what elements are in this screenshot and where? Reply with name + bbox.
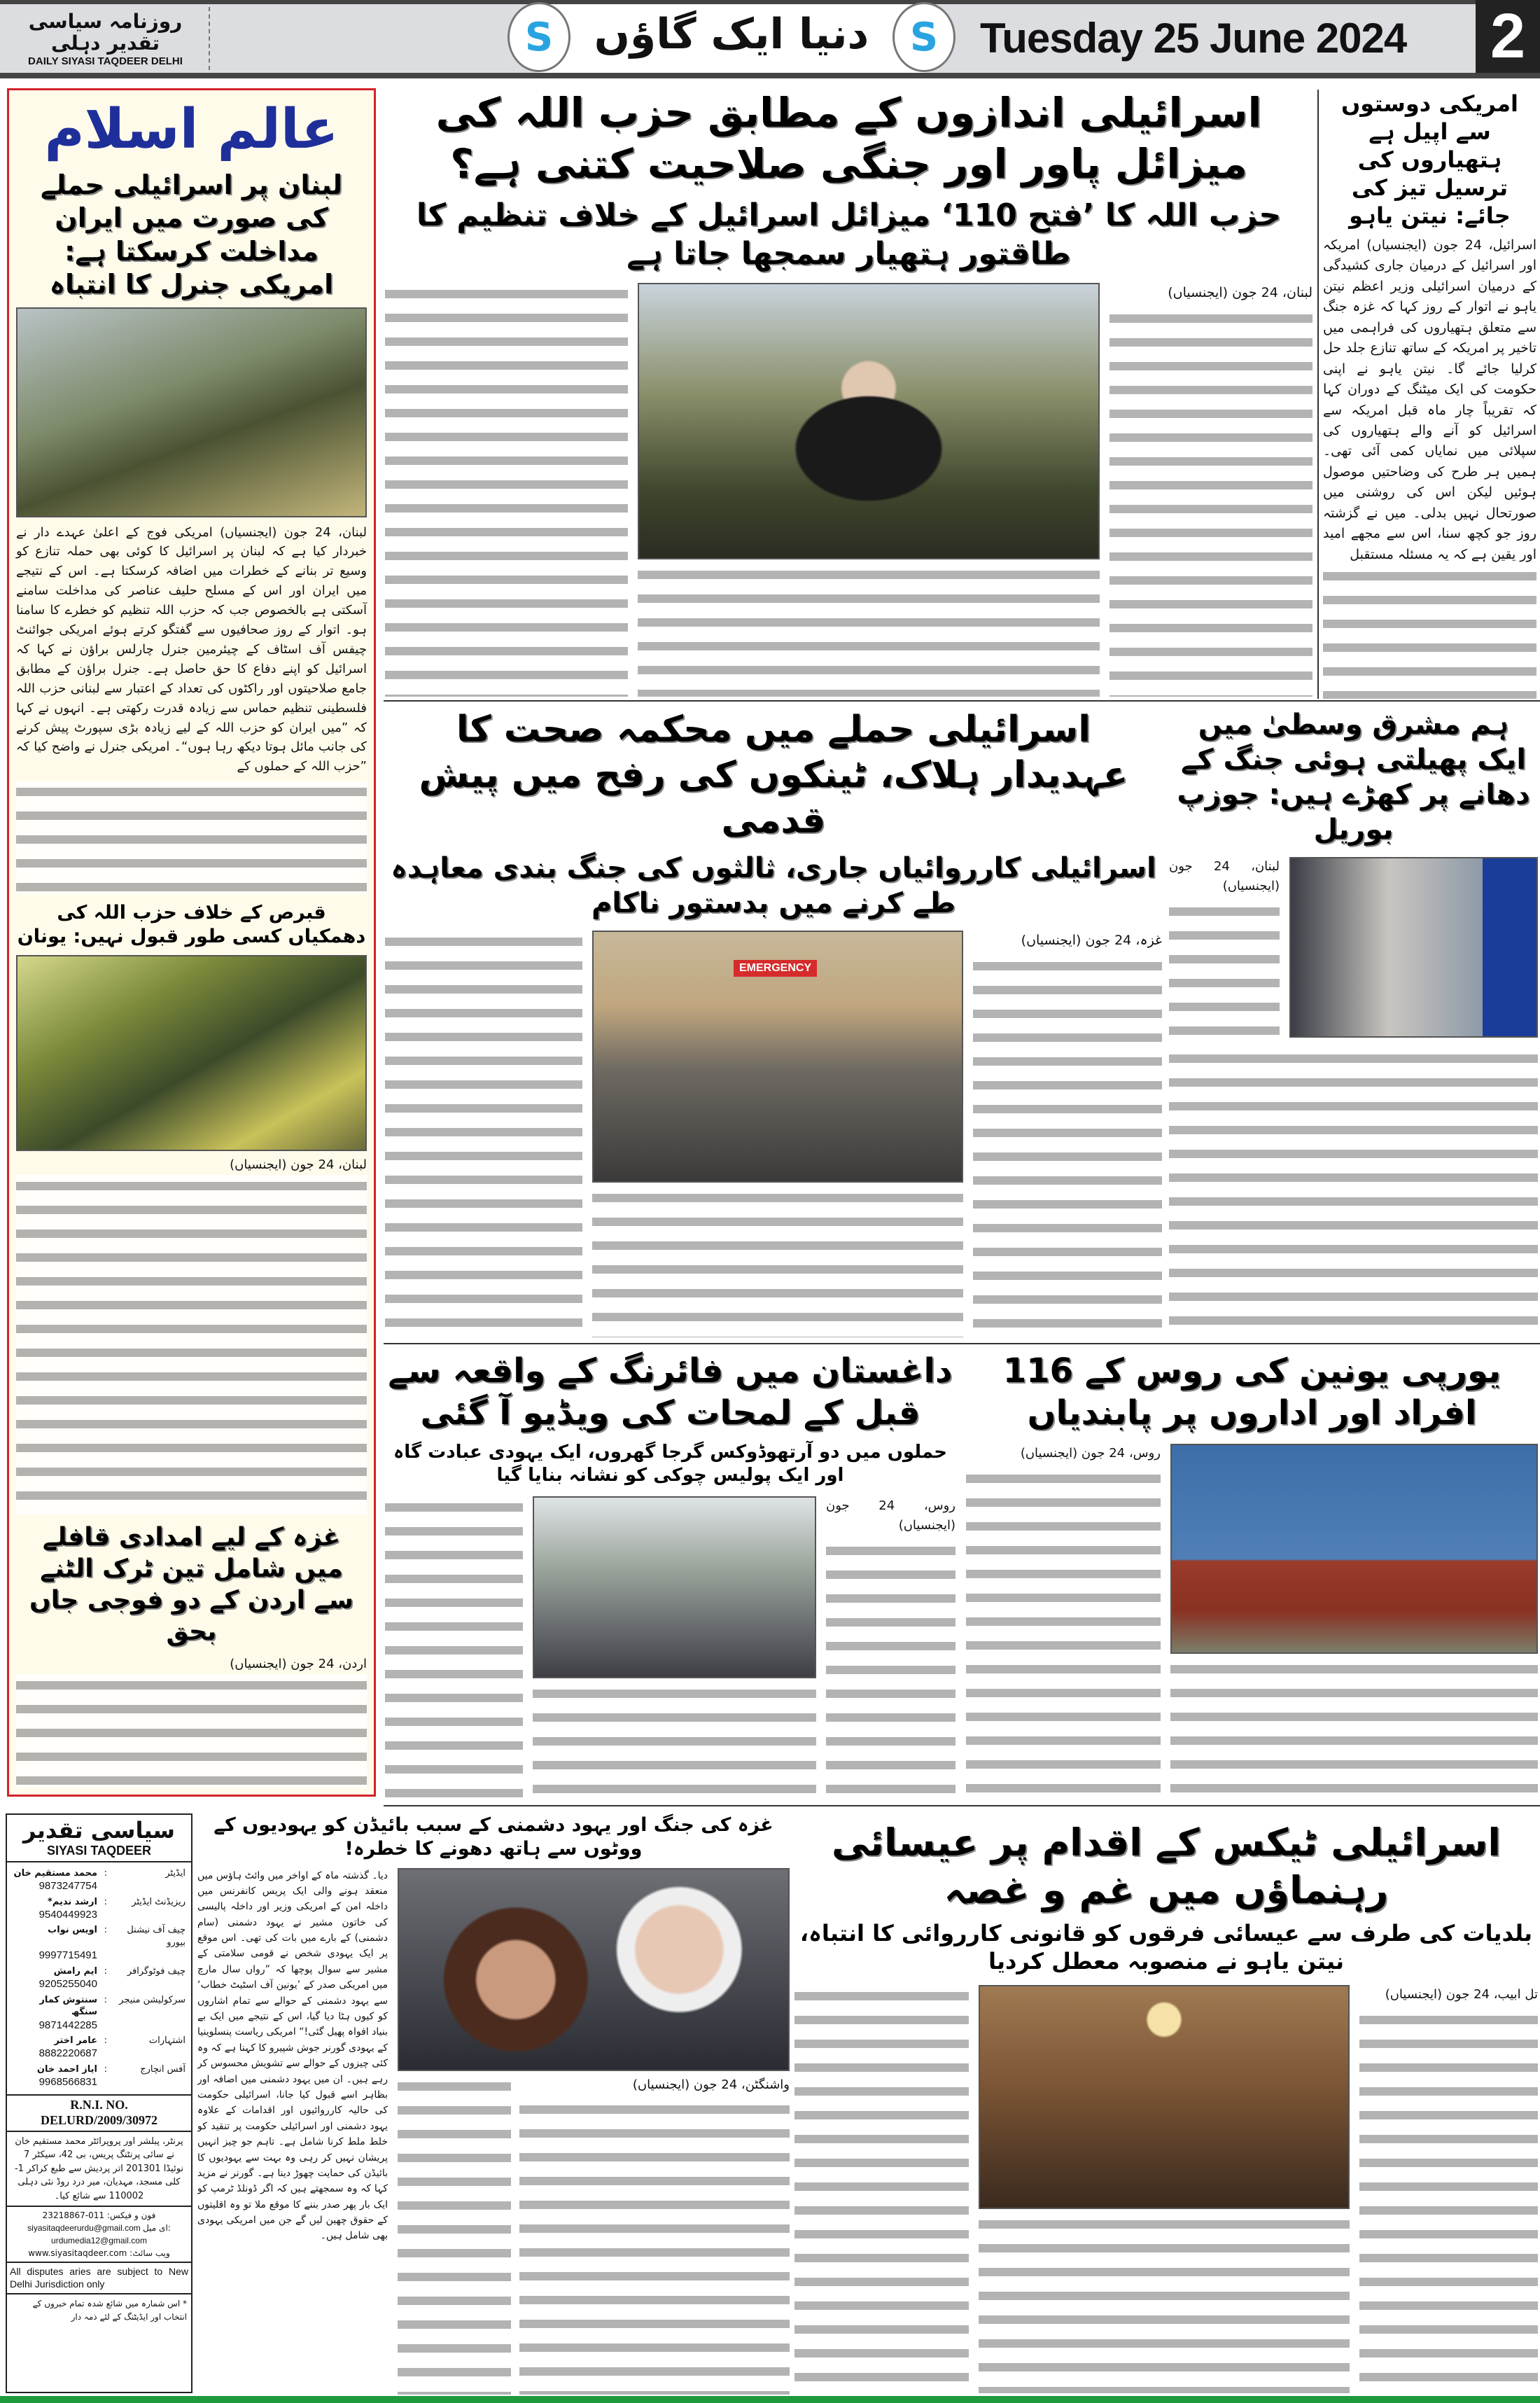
emergency-sign: EMERGENCY bbox=[734, 960, 817, 977]
text-block bbox=[966, 1468, 1161, 1798]
email-link[interactable]: siyasitaqdeerurdu@gmail.com bbox=[27, 2223, 141, 2234]
text-block bbox=[1169, 1047, 1538, 1337]
article-dateline: لبنان، 24 جون (ایجنسیاں) bbox=[1168, 285, 1312, 300]
headline: اسرائیلی ٹیکس کے اقدام پر عیسائی رہنماؤں میں غم و غصہ bbox=[832, 1820, 1501, 1912]
photo-column bbox=[1170, 1444, 1538, 1798]
hassan-nasrallah-photo bbox=[638, 283, 1100, 559]
dagestan-street-photo bbox=[533, 1496, 816, 1678]
subheadline: حزب اللہ کا ’فتح 110‘ میزائل اسرائیل کے خلاف تنظیم کا طاقتور ہتھیار سمجھا جاتا ہے bbox=[416, 197, 1282, 272]
josep-borrell-photo bbox=[1289, 857, 1538, 1038]
staff-role: سرکولیشن منیجر bbox=[119, 1994, 186, 2005]
separator: : bbox=[104, 1896, 107, 1907]
staff-phone: 9540449923 bbox=[38, 1909, 97, 1921]
headline: لبنان پر اسرائیلی حملے کی صورت میں ایران مداخلت کرسکتا ہے: امریکی جنرل کا انتباہ bbox=[40, 169, 343, 300]
rni-value: DELURD/2009/30972 bbox=[40, 2113, 158, 2128]
staff-list bbox=[7, 1862, 191, 2096]
staff-row bbox=[13, 1994, 186, 2033]
netanyahu-article bbox=[1323, 90, 1536, 699]
newspaper-logo-english: DAILY SIYASI TAQDEER DELHI bbox=[28, 55, 183, 68]
kremlin-photo bbox=[1170, 1444, 1538, 1654]
article-body: لبنان، 24 جون (ایجنسیاں) امریکی فوج کے اعلیٰ عہدے دار نے خبردار کیا ہے کہ لبنان پر اسرائیل کا کوئی بھی حملہ تنازع کو وسیع تر بنانے کے خطرات میں اضافہ کرسکتا ہے۔ اس کے نتیجے میں ایران اور اس کے مسلح حلیف عناصر کی مداخلت سامنے آسکتی ہے بالخصوص جب کہ حزب اللہ تنظیم کو خطرے کا سامنا ہو۔ اتوار کے روز صحافیوں سے گفتگو کرتے ہوئے امریکی جوائنٹ چیفس آف اسٹاف کے چیئرمین جنرل چارلس براؤن نے کہا کہ اسرائیل کو اپنے دفاع کا حق حاصل ہے۔ جنرل براؤن کے مطابق جامع صلاحیتوں اور راکٹوں کی تعداد کے اعتبار سے لبنانی حزب اللہ فلسطینی تنظیم حماس سے زیادہ قدرت رکھتی ہے۔ انہوں نے کہا کہ ”میں ایران کو حزب اللہ کے لیے زیادہ بڑی سپورٹ پیش کرنے کی جانب مائل ہوتا دیکھ رہا ہوں“۔ امریکی جنرل نے واضح کیا کہ ”حزب اللہ کے حملوں کے bbox=[16, 524, 367, 774]
borrell-article bbox=[1169, 707, 1538, 1337]
photo-column bbox=[398, 1868, 790, 2395]
contact-info bbox=[7, 2207, 191, 2263]
photo-text-columns bbox=[398, 2075, 790, 2395]
headline: غزہ کی جنگ اور یہود دشمنی کے سبب بائیڈن کو یہودیوں کے ووٹوں سے ہاتھ دھونے کا خطرہ! bbox=[214, 1814, 774, 1860]
staff-role: اشتہارات bbox=[148, 2035, 186, 2046]
staff-phone: 9873247754 bbox=[38, 1880, 97, 1893]
text-block bbox=[638, 564, 1100, 697]
subheadline: اسرائیلی کارروائیاں جاری، ثالثوں کی جنگ بندی معاہدہ طے کرنے میں بدستور ناکام bbox=[391, 852, 1156, 919]
text-column bbox=[794, 1985, 969, 2393]
text-block bbox=[794, 1985, 969, 2393]
hezbollah-article bbox=[385, 88, 1312, 697]
article-columns bbox=[1169, 857, 1538, 1038]
subheadline: حملوں میں دو آرتھوڈوکس گرجا گھروں، ایک یہودی عبادت گاہ اور ایک پولیس چوکی کو نشانہ بنایا گیا bbox=[393, 1442, 948, 1486]
article-columns bbox=[966, 1444, 1538, 1798]
text-block bbox=[1323, 565, 1536, 699]
article-columns bbox=[385, 283, 1312, 697]
section-heading: عالم اسلام bbox=[44, 98, 339, 161]
emblem-icon: S bbox=[892, 2, 955, 72]
newspaper-logo: روزنامہ سیاسی تقدیر دہلی bbox=[28, 9, 183, 55]
headline: یورپی یونین کی روس کے 116 افراد اور اداروں پر پابندیاں bbox=[1002, 1351, 1502, 1433]
staff-phone: 9205255040 bbox=[38, 1978, 97, 1991]
masthead-logo-english: SIYASI TAQDEER bbox=[7, 1844, 191, 1862]
text-block bbox=[826, 1540, 955, 1798]
text-block bbox=[385, 283, 628, 697]
text-column bbox=[385, 1496, 523, 1798]
staff-phone: 8882220687 bbox=[38, 2047, 97, 2060]
text-block bbox=[1169, 900, 1280, 1038]
staff-phone: 9997715491 bbox=[38, 1949, 97, 1962]
section-title: دنیا ایک گاؤں bbox=[594, 10, 869, 59]
staff-row bbox=[13, 2035, 186, 2061]
text-block bbox=[973, 955, 1162, 1337]
article-dateline: واشنگٹن، 24 جون (ایجنسیاں) bbox=[632, 2077, 790, 2092]
text-block bbox=[16, 1175, 367, 1514]
photo-column bbox=[979, 1985, 1350, 2393]
article-dateline: غزہ، 24 جون (ایجنسیاں) bbox=[1021, 933, 1162, 948]
article-dateline: روس، 24 جون (ایجنسیاں) bbox=[826, 1498, 955, 1533]
text-column bbox=[197, 1868, 388, 2395]
staff-row bbox=[13, 1924, 186, 1963]
text-block bbox=[1110, 307, 1312, 697]
article-dateline: روس، 24 جون (ایجنسیاں) bbox=[1020, 1446, 1161, 1461]
separator: : bbox=[104, 1965, 107, 1977]
disclaimer: * اس شمارہ میں شائع شدہ تمام خبروں کے انتخاب اور ایڈیٹنگ کے لئے ذمہ دار bbox=[32, 2298, 187, 2322]
text-column bbox=[1169, 857, 1280, 1038]
text-block bbox=[592, 1187, 963, 1337]
staff-name: سنتوش کمار سنگھ bbox=[39, 1994, 97, 2018]
rni-number bbox=[7, 2096, 191, 2131]
staff-role: چیف آف نیشنل بیورو bbox=[127, 1925, 186, 1948]
masthead-logo: سیاسی تقدیر bbox=[23, 1817, 175, 1844]
article-body: اردن، 24 جون (ایجنسیاں) bbox=[230, 1657, 367, 1672]
text-column bbox=[1110, 283, 1312, 697]
section-rule bbox=[384, 1805, 1540, 1806]
alam-e-islam-section bbox=[7, 88, 376, 1797]
text-column bbox=[519, 2075, 790, 2395]
text-column bbox=[385, 283, 628, 697]
staff-role: ایڈیٹر bbox=[165, 1867, 186, 1879]
staff-name: ایم رامش bbox=[53, 1965, 97, 1977]
text-block bbox=[533, 1683, 816, 1798]
staff-role: آفس انچارج bbox=[140, 2063, 186, 2075]
hezbollah-fighters-photo bbox=[16, 307, 367, 517]
text-column bbox=[1359, 1985, 1538, 2393]
headline: ہم مشرق وسطیٰ میں ایک پھیلتی ہوئی جنگ کے دھانے پر کھڑے ہیں: جوزپ بوریل bbox=[1177, 709, 1530, 846]
hezbollah-flags-photo bbox=[16, 955, 367, 1151]
article-columns bbox=[385, 1496, 955, 1798]
article-columns bbox=[385, 931, 1162, 1337]
text-block bbox=[1359, 2009, 1538, 2393]
separator: : bbox=[104, 2063, 107, 2075]
photo-column bbox=[533, 1496, 816, 1798]
printer-note: پرنٹر، پبلشر اور پروپرائٹر محمد مستقیم خان نے سائی پرنٹنگ پریس، بی 42، سیکٹر 7 نوئیڈا 201301 اتر پردیش سے طبع کراکر 1-کلی مسجد، مہدیان، میر درد روڈ نئی دہلی 110002 سے شائع کیا۔ bbox=[7, 2132, 191, 2208]
section-rule bbox=[384, 700, 1540, 702]
photo-column bbox=[638, 283, 1100, 697]
text-block bbox=[398, 2075, 511, 2395]
separator: : bbox=[104, 2035, 107, 2046]
text-column bbox=[973, 931, 1162, 1337]
divider bbox=[209, 7, 210, 70]
issue-date: Tuesday 25 June 2024 bbox=[980, 15, 1407, 62]
gaza-health-article bbox=[385, 707, 1162, 1337]
church-photo bbox=[979, 1985, 1350, 2209]
christians-article bbox=[794, 1819, 1538, 2393]
masthead-box bbox=[6, 1813, 192, 2393]
rni-label: R.N.I. NO. bbox=[70, 2098, 128, 2112]
eu-russia-article bbox=[966, 1350, 1538, 1798]
photo-column bbox=[592, 931, 963, 1337]
section-banner bbox=[507, 4, 955, 73]
headline: اسرائیلی اندازوں کے مطابق حزب اللہ کی میزائل پاور اور جنگی صلاحیت کتنی ہے؟ bbox=[435, 89, 1262, 188]
text-block bbox=[16, 781, 367, 894]
text-block bbox=[979, 2213, 1350, 2393]
website-link[interactable]: ویب سائٹ: www.siyasitaqdeer.com bbox=[28, 2248, 170, 2259]
staff-role: ریزیڈنٹ ایڈیٹر bbox=[132, 1896, 186, 1907]
article-dateline: تل ابیب، 24 جون (ایجنسیاں) bbox=[1385, 1987, 1538, 2002]
gaza-hospital-photo bbox=[592, 931, 963, 1183]
headline: داغستان میں فائرنگ کے واقعہ سے قبل کے لمحات کی ویڈیو آ گئی bbox=[388, 1351, 953, 1433]
footer-bar bbox=[0, 2396, 1540, 2403]
subheadline: بلدیات کی طرف سے عیسائی فرقوں کو قانونی کارروائی کا انتباہ، نیتن یاہو نے منصوبہ معطل کردیا bbox=[799, 1920, 1533, 1974]
page-header bbox=[0, 0, 1540, 78]
newspaper-logo-block bbox=[6, 6, 205, 73]
text-column bbox=[398, 2075, 511, 2395]
staff-name: محمد مستقیم خان bbox=[13, 1867, 97, 1879]
text-block bbox=[16, 1674, 367, 1788]
column-rule bbox=[1317, 90, 1319, 699]
text-column bbox=[826, 1496, 955, 1798]
biden-article bbox=[197, 1813, 790, 2395]
text-block bbox=[385, 931, 582, 1337]
biden-harris-photo bbox=[398, 1868, 790, 2071]
staff-name: اویس نواب bbox=[48, 1925, 97, 1936]
headline: اسرائیلی حملے میں محکمہ صحت کا عہدیدار ہلاک، ٹینکوں کی رفح میں پیش قدمی bbox=[419, 709, 1128, 842]
headline: غزہ کے لیے امدادی قافلے میں شامل تین ٹرک الٹنے سے اردن کے دو فوجی جاں بحق bbox=[29, 1523, 354, 1647]
staff-row bbox=[13, 1896, 186, 1923]
email-label: ای میل: bbox=[143, 2223, 171, 2234]
staff-phone: 9968566831 bbox=[38, 2076, 97, 2089]
separator: : bbox=[104, 1994, 107, 2005]
staff-row bbox=[13, 1965, 186, 1992]
text-column bbox=[966, 1444, 1161, 1798]
staff-name: ایاز احمد خان bbox=[36, 2063, 97, 2075]
article-body: اسرائیل، 24 جون (ایجنسیاں) امریکہ اور اسرائیل کے درمیان جاری کشیدگی کے درمیان اسرائیلی وزیر اعظم نیتن یاہو نے اتوار کے روز کہا کہ غزہ جنگ سے متعلق ہتھیاروں کی فراہمی میں تاخیر پر امریکہ کے ساتھ تنازع جلد حل کرلیا جائے گا۔ نیتن یاہو نے اپنی حکومت کی ایک میٹنگ کے دوران کہا کہ تقریباً چار ماہ قبل امریکہ سے اسرائیل کو آنے والے ہتھیاروں کی سپلائی میں نمایاں کمی آئی تھی۔ ہمیں ہر طرح کی وضاحتیں موصول ہوئیں لیکن اس کی روشنی میں صورتحال نہیں بدلی۔ میں نے گزشتہ روز جو کچھ سنا، اس سے مجھے امید اور یقین ہے کہ یہ مسئلہ مستقبل bbox=[1323, 237, 1536, 562]
staff-row bbox=[13, 2063, 186, 2090]
emblem-icon: S bbox=[507, 2, 570, 72]
article-columns bbox=[197, 1868, 790, 2395]
separator: : bbox=[104, 1925, 107, 1936]
phone-fax: فون و فیکس: 011-23218867 bbox=[42, 2210, 156, 2221]
staff-role: چیف فوٹوگرافر bbox=[127, 1965, 186, 1977]
staff-row bbox=[13, 1867, 186, 1894]
separator: : bbox=[104, 1867, 107, 1879]
section-rule bbox=[384, 1343, 1540, 1344]
text-block bbox=[1170, 1658, 1538, 1798]
dagestan-article bbox=[385, 1350, 955, 1798]
staff-name: عامر اختر bbox=[54, 2035, 97, 2046]
text-block bbox=[519, 2098, 790, 2395]
staff-phone: 9871442285 bbox=[38, 2019, 97, 2031]
jurisdiction-note: All disputes aries are subject to New Delhi Jurisdiction only bbox=[7, 2263, 191, 2294]
headline: قبرص کے خلاف حزب اللہ کی دھمکیاں کسی طور قبول نہیں: یونان bbox=[17, 901, 366, 947]
article-body: لبنان، 24 جون (ایجنسیاں) bbox=[230, 1157, 367, 1173]
article-body: دیا۔ گذشتہ ماہ کے اواخر میں وائٹ ہاؤس میں منعقد ہونے والی ایک پریس کانفرنس میں داخلہ امن کے امریکی وزیر اور داخلہ پالیسی کی خاتون مشیر نے یہود دشمنی (سام دشمنی) کے بارے میں بات کی تھی۔ اس موقع پر ایک یہودی شخص نے قومی سلامتی کے مشیر سے سوال پوچھا کہ ”رواں سال مارچ میں امریکی صدر کے ’یونین آف اسٹیٹ خطاب‘ سے یہود دشمنی کے حوالے سے تمام اشاروں کو کیوں ہٹا دیا گیا، اس کے نتیجے میں ایک بے بنیاد افواہ پھیل گئی!“ امریکی ریاست پنسلوینیا کے یہودی گورنر جوش شپیرو کا کہنا ہے کہ وہ کئی چیزوں کے حوالے سے تشویش محسوس کر رہے ہیں۔ ان میں یہود دشمنی میں اضافہ اور بظاہر اسے قبول کیا جانا، اسرائیلی حکومت کی حالیہ کارروائیوں اور اقدامات کے علاوہ یہود دشمنی اور اسرائیلی حکومت پر تنقید کو خلط ملط کرنا شامل ہے۔ تاہم جو چیز انہیں پریشان نہیں کر رہی وہ بہت سے یہودیوں کا بائیڈن کی حمایت چھوڑ دینا ہے۔ گورنر نے مزید کہا کہ وہ سمجھتے ہیں کہ اگر ڈونلڈ ٹرمپ کو ایک بار پھر صدر بننے کا موقع ملا تو وہ اقلیتوں کے حقوق چھین لیں گے جن میں امریکی یہودی بھی شامل ہیں۔ bbox=[197, 1869, 388, 2242]
page-number: 2 bbox=[1476, 0, 1540, 73]
email-link[interactable]: urdumedia12@gmail.com bbox=[51, 2236, 147, 2246]
text-column bbox=[385, 931, 582, 1337]
staff-name: ارشد ندیم* bbox=[47, 1896, 97, 1907]
article-dateline: لبنان، 24 جون (ایجنسیاں) bbox=[1169, 859, 1280, 893]
headline: امریکی دوستوں سے اپیل ہے ہتھیاروں کی ترسیل تیز کی جائے: نیتن یاہو bbox=[1340, 90, 1519, 229]
article-columns bbox=[794, 1985, 1538, 2393]
text-block bbox=[385, 1496, 523, 1798]
